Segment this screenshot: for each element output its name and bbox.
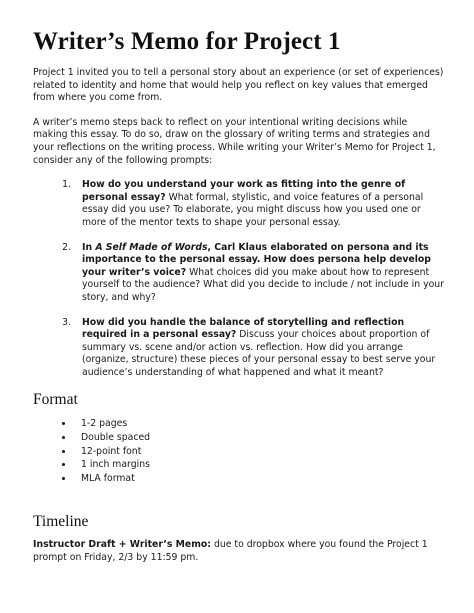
format-heading: Format xyxy=(33,391,78,409)
timeline-text: due to dropbox where you found the Project 1 prompt on Friday, 2/3 by 11:59 pm. xyxy=(33,539,428,564)
timeline-section xyxy=(33,513,444,564)
timeline-label: Instructor Draft + Writer’s Memo: xyxy=(33,539,211,551)
format-item: • MLA format xyxy=(74,472,444,486)
prompt-item xyxy=(74,179,444,229)
prompt-question-rest: , Carl Klaus elaborated on persona and its importance to the personal essay. How does persona help develop your writer’s voice? xyxy=(82,241,431,278)
prompt-question: How did you handle the balance of storytelling and reflection required in a personal essay? xyxy=(82,316,405,341)
intro-paragraph: Project 1 invited you to tell a personal story about an experience (or set of experiences) related to identity and home that would help you reflect on key values that emerged from where you come from. xyxy=(33,67,444,104)
prompt-item xyxy=(74,242,444,305)
format-list xyxy=(33,417,444,485)
instructions-paragraph: A writer’s memo steps back to reflect on your intentional writing decisions while making this essay. To do so, draw on the glossary of writing terms and strategies and your reflections on the writing process. While writing your Writer’s Memo for Project 1, consider any of the following prompts: xyxy=(33,116,436,166)
format-item: • 1-2 pages xyxy=(74,417,444,431)
prompt-item xyxy=(74,317,444,380)
format-item: • 1 inch margins xyxy=(74,458,444,472)
prompt-text: Discuss your choices about proportion of summary vs. scene and/or action vs. reflection. How did you arrange (organize, structure) these pieces of your personal essay to best serve your audience’s understanding of what happened and what it meant? xyxy=(82,329,436,378)
prompt-text: What formal, stylistic, and voice features of a personal essay did you use? To elaborate, you might discuss how you used one or more of the mentor texts to shape your personal essay. xyxy=(82,191,424,228)
format-item: • 12-point font xyxy=(74,445,444,459)
timeline-paragraph xyxy=(33,539,444,564)
prompt-text: What choices did you make about how to represent yourself to the audience? What did you decide to include / not include in your story, and why? xyxy=(82,266,445,303)
page-title: Writer’s Memo for Project 1 xyxy=(33,28,341,55)
timeline-heading: Timeline xyxy=(33,513,89,531)
prompt-list xyxy=(33,179,444,379)
prompt-question-prefix: In xyxy=(82,241,96,253)
format-section xyxy=(33,391,444,485)
format-item: • Double spaced xyxy=(74,431,444,445)
book-title: A Self Made of Words xyxy=(95,241,208,253)
prompt-question: How do you understand your work as fitting into the genre of personal essay? xyxy=(82,179,406,203)
